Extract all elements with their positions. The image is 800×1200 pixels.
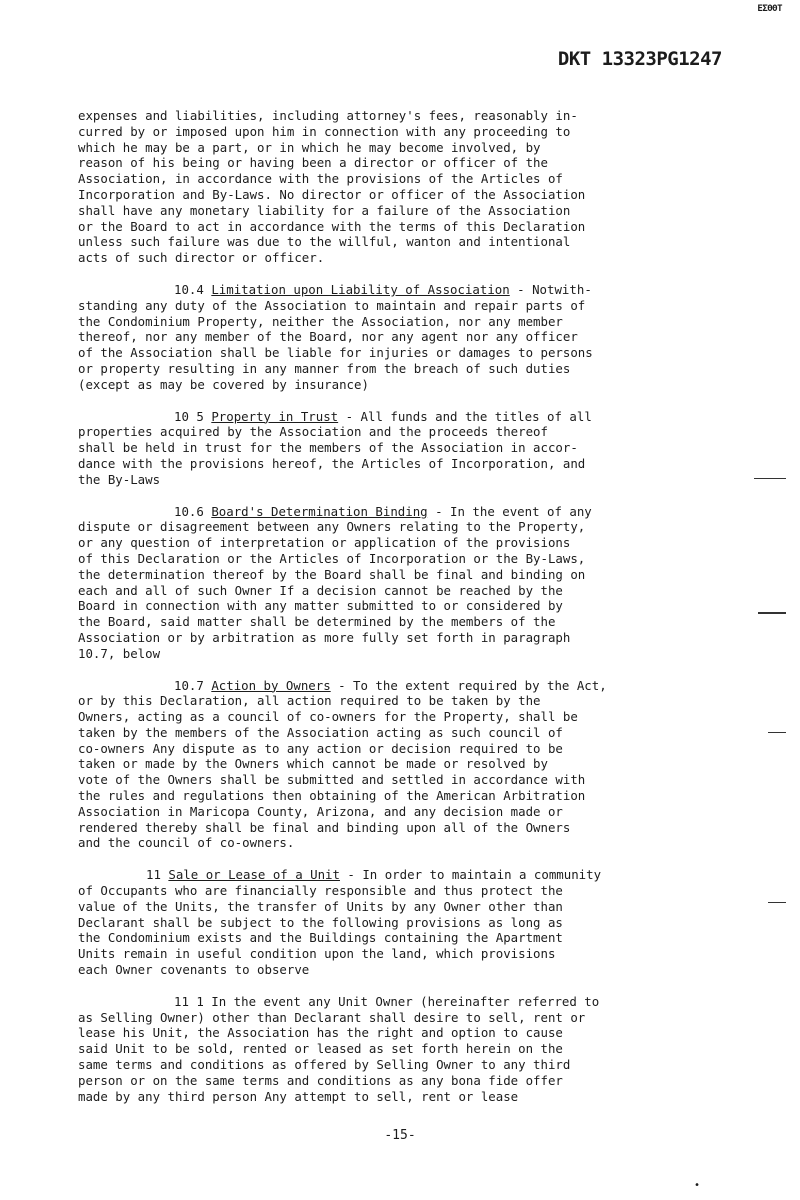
section-number: 11	[146, 867, 161, 883]
section-first-line	[78, 409, 698, 425]
text-line: of this Declaration or the Articles of Incorporation or the By-Laws,	[78, 550, 586, 566]
section-11	[78, 867, 698, 978]
text-line: Units remain in useful condition upon the land, which provisions	[78, 946, 556, 962]
section-heading: Limitation upon Liability of Association	[211, 281, 510, 297]
text-line: Incorporation and By-Laws. No director or officer of the Association	[78, 186, 586, 202]
section-first-line	[78, 867, 698, 883]
margin-scan-mark	[768, 902, 786, 903]
text-line: made by any third person Any attempt to sell, rent or lease	[78, 1088, 519, 1104]
text-line: the Condominium Property, neither the Association, nor any member	[78, 313, 563, 329]
text-line: the Board, said matter shall be determined by the members of the	[78, 614, 556, 630]
section-number: 10 5	[174, 408, 204, 424]
margin-scan-mark	[758, 612, 786, 614]
text-line: each Owner covenants to observe	[78, 962, 310, 978]
text-line: 10.7, below	[78, 645, 161, 661]
margin-scan-mark	[768, 732, 786, 733]
text-line: each and all of such Owner If a decision cannot be reached by the	[78, 582, 563, 598]
text-line: Declarant shall be subject to the following provisions as long as	[78, 914, 563, 930]
text-line: the By-Laws	[78, 471, 161, 487]
text-line: value of the Units, the transfer of Units by any Owner other than	[78, 898, 563, 914]
text-line: person or on the same terms and conditions as any bona fide offer	[78, 1072, 563, 1088]
text-line: Association in Maricopa County, Arizona, and any decision made or	[78, 803, 563, 819]
text-line: and the council of co-owners.	[78, 835, 295, 851]
docket-number: DKT 13323PG1247	[557, 48, 722, 70]
section-lead: - In order to maintain a community	[339, 867, 602, 883]
section-heading: Action by Owners	[211, 677, 331, 693]
section-lead: - To the extent required by the Act,	[330, 677, 607, 693]
text-line: said Unit to be sold, rented or leased as set forth herein on the	[78, 1041, 563, 1057]
text-line: unless such failure was due to the willful, wanton and intentional	[78, 234, 571, 250]
text-line: same terms and conditions as offered by Selling Owner to any third	[78, 1057, 571, 1073]
text-line: or property resulting in any manner from the breach of such duties	[78, 360, 571, 376]
section-number: 10.6	[174, 503, 204, 519]
corner-stamp: ΕΣΘΘΤ	[757, 4, 782, 14]
document-body	[78, 108, 698, 1120]
text-line: Association, in accordance with the provisions of the Articles of	[78, 171, 563, 187]
section-number: 10.4	[174, 281, 204, 297]
text-line: taken or made by the Owners which cannot be made or resolved by	[78, 756, 548, 772]
section-first-line	[78, 678, 698, 694]
text-line: or by this Declaration, all action required to be taken by the	[78, 693, 541, 709]
text-line: of the Association shall be liable for injuries or damages to persons	[78, 345, 593, 361]
text-line: lease his Unit, the Association has the right and option to cause	[78, 1025, 563, 1041]
text-line: which he may be a part, or in which he may become involved, by	[78, 139, 541, 155]
section-10-4	[78, 282, 698, 393]
section-lead: - In the event of any	[427, 503, 592, 519]
section-10-7	[78, 678, 698, 852]
text-line: standing any duty of the Association to maintain and repair parts of	[78, 297, 586, 313]
scan-speck: •	[693, 1180, 700, 1191]
section-first-line	[78, 994, 698, 1010]
text-line: co-owners Any dispute as to any action or decision required to be	[78, 740, 563, 756]
section-first-line	[78, 504, 698, 520]
section-number: 10.7	[174, 677, 204, 693]
section-lead: - Notwith-	[509, 281, 592, 297]
text-line: expenses and liabilities, including attorney's fees, reasonably in-	[78, 108, 578, 123]
section-heading: Board's Determination Binding	[211, 503, 428, 519]
section-first-line	[78, 282, 698, 298]
page-number: -15-	[384, 1128, 416, 1143]
text-line: properties acquired by the Association and the proceeds thereof	[78, 424, 548, 440]
text-line: thereof, nor any member of the Board, nor any agent nor any officer	[78, 329, 578, 345]
text-line: Association or by arbitration as more fully set forth in paragraph	[78, 629, 571, 645]
text-line: Owners, acting as a council of co-owners for the Property, shall be	[78, 709, 578, 725]
text-line: acts of such director or officer.	[78, 250, 325, 266]
text-line: (except as may be covered by insurance)	[78, 376, 369, 392]
text-line: dispute or disagreement between any Owners relating to the Property,	[78, 519, 586, 535]
text-line: Board in connection with any matter submitted to or considered by	[78, 598, 563, 614]
text-line: shall be held in trust for the members of the Association in accor-	[78, 440, 578, 456]
paragraph-intro	[78, 108, 698, 266]
text-line: the rules and regulations then obtaining of the American Arbitration	[78, 788, 586, 804]
section-10-5	[78, 409, 698, 488]
text-line: or the Board to act in accordance with the terms of this Declaration	[78, 218, 586, 234]
text-line: rendered thereby shall be final and binding upon all of the Owners	[78, 819, 571, 835]
margin-scan-mark	[754, 478, 786, 479]
text-line: taken by the members of the Association acting as such council of	[78, 724, 563, 740]
section-heading: Property in Trust	[211, 408, 339, 424]
text-line: reason of his being or having been a director or officer of the	[78, 155, 548, 171]
section-11-1	[78, 994, 698, 1105]
text-line: the Condominium exists and the Buildings containing the Apartment	[78, 930, 563, 946]
text-line: shall have any monetary liability for a failure of the Association	[78, 202, 571, 218]
section-heading: Sale or Lease of a Unit	[168, 867, 340, 883]
section-lead: - All funds and the titles of all	[338, 408, 592, 424]
text-line: curred by or imposed upon him in connection with any proceeding to	[78, 123, 571, 139]
text-line: as Selling Owner) other than Declarant shall desire to sell, rent or	[78, 1009, 586, 1025]
section-lead: 11 1 In the event any Unit Owner (hereinafter referred to	[174, 993, 600, 1009]
section-10-6	[78, 504, 698, 662]
text-line: or any question of interpretation or application of the provisions	[78, 535, 571, 551]
text-line: of Occupants who are financially responsible and thus protect the	[78, 883, 563, 899]
text-line: dance with the provisions hereof, the Articles of Incorporation, and	[78, 455, 586, 471]
text-line: the determination thereof by the Board shall be final and binding on	[78, 566, 586, 582]
text-line: vote of the Owners shall be submitted and settled in accordance with	[78, 772, 586, 788]
